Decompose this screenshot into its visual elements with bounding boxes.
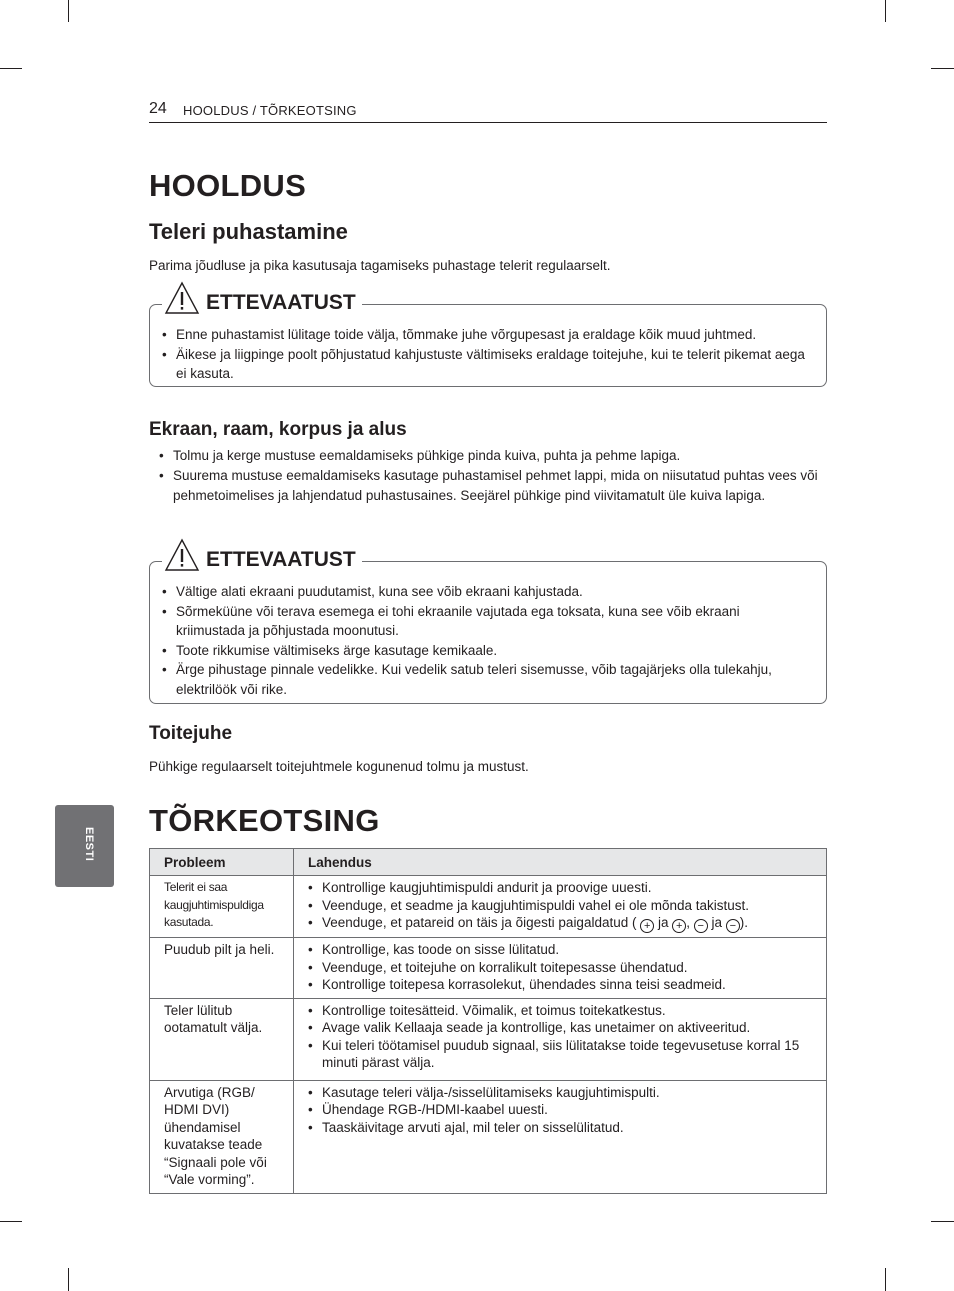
list-item: • Sõrmeküüne või terava esemega ei tohi ekraanile vajutada ega toksata, kuna see võib ekraani kriimustada ja põhjustada moonutusi. (162, 602, 812, 641)
solution-list (308, 1084, 818, 1137)
warning-icon (164, 281, 200, 315)
problem-cell: Telerit ei saa kaugjuhtimispuldiga kasutada. (150, 876, 294, 938)
plus-circle-icon: + (640, 919, 654, 933)
list-item: • Veenduge, et seadme ja kaugjuhtimispuldi vahel ei ole mõnda takistust. (308, 897, 818, 915)
minus-circle-icon: − (694, 919, 708, 933)
list-item (308, 914, 818, 933)
column-header: Probleem (150, 849, 294, 876)
battery-text: ja (707, 915, 726, 930)
list-item: • Ärge pihustage pinnale vedelikke. Kui vedelik satub teleri sisemusse, võib tagajärjeks olla tulekahju, elektrilöök või rike. (162, 660, 812, 699)
crop-mark (885, 1268, 886, 1291)
solution-cell (294, 998, 827, 1080)
warning-icon (164, 538, 200, 572)
page-number: 24 (149, 100, 167, 117)
list-item: • Enne puhastamist lülitage toide välja, tõmmake juhe võrgupesast ja eraldage kõik muud juhtmed. (162, 325, 812, 345)
battery-text: ). (739, 915, 749, 930)
solution-cell (294, 1080, 827, 1193)
crop-mark (68, 1268, 69, 1291)
table-header-row (150, 849, 827, 876)
running-header (149, 100, 827, 123)
solution-cell (294, 876, 827, 938)
solution-list (308, 879, 818, 933)
problem-cell: Arvutiga (RGB/ HDMI DVI) ühendamisel kuvatakse teade “Signaali pole või “Vale vorming”. (150, 1080, 294, 1193)
troubleshooting-title: TÕRKEOTSING (149, 803, 380, 838)
list-item: • Kontrollige toitesätteid. Võimalik, et toimus toitekatkestus. (308, 1002, 818, 1020)
language-tab (55, 805, 114, 887)
screen-care-title: Ekraan, raam, korpus ja alus (149, 419, 407, 440)
battery-text: Veenduge, et patareid on täis ja õigesti paigaldatud ( (322, 915, 641, 930)
cleaning-intro: Parima jõudluse ja pika kasutusaja tagamiseks puhastage telerit regulaarselt. (149, 258, 611, 273)
column-header: Lahendus (294, 849, 827, 876)
problem-cell: Teler lülitub ootamatult välja. (150, 998, 294, 1080)
list-item: • Kontrollige, kas toode on sisse lülitatud. (308, 941, 818, 959)
list-item: • Avage valik Kellaaja seade ja kontrollige, kas unetaimer on aktiveeritud. (308, 1019, 818, 1037)
caution-label: ETTEVAATUST (206, 548, 356, 571)
list-item: • Kui teleri töötamisel puudub signaal, siis lülitatakse toide tegevusetuse korral 15 minuti pärast välja. (308, 1037, 818, 1072)
list-item: • Veenduge, et toitejuhe on korralikult toitepesasse ühendatud. (308, 959, 818, 977)
solution-cell (294, 938, 827, 999)
solution-list (308, 1002, 818, 1072)
list-item: • Ühendage RGB-/HDMI-kaabel uuesti. (308, 1101, 818, 1119)
caution-label: ETTEVAATUST (206, 291, 356, 314)
problem-cell: Puudub pilt ja heli. (150, 938, 294, 999)
crop-mark (0, 1221, 22, 1222)
list-item: • Suurema mustuse eemaldamiseks kasutage puhastamisel pehmet lappi, mida on niisutatud puhtas vees või pehmetoimelises ja lahjendatud puhastusaines. Seejärel pühkige pind viivitamatult üle kuiva lapiga. (159, 466, 819, 506)
list-item: • Toote rikkumise vältimiseks ärge kasutage kemikaale. (162, 641, 812, 661)
caution-header (162, 538, 362, 572)
power-cord-title: Toitejuhe (149, 723, 233, 744)
table-row (150, 998, 827, 1080)
troubleshooting-table (149, 848, 827, 1194)
list-item: • Tolmu ja kerge mustuse eemaldamiseks pühkige pinda kuiva, puhta ja pehme lapiga. (159, 446, 819, 466)
crop-mark (68, 0, 69, 22)
solution-list (308, 941, 818, 994)
power-cord-text: Pühkige regulaarselt toitejuhtmele kogunenud tolmu ja mustust. (149, 759, 529, 774)
caution-box (149, 291, 827, 387)
maintenance-title: HOOLDUS (149, 168, 307, 203)
caution-list (162, 582, 812, 700)
crop-mark (0, 68, 22, 69)
table-row (150, 876, 827, 938)
crop-mark (931, 68, 954, 69)
plus-circle-icon: + (672, 919, 686, 933)
caution-list (162, 325, 812, 384)
battery-text: ja (654, 915, 673, 930)
caution-box (149, 548, 827, 704)
list-item: • Kontrollige kaugjuhtimispuldi andurit ja proovige uuesti. (308, 879, 818, 897)
list-item: • Vältige alati ekraani puudutamist, kuna see võib ekraani kahjustada. (162, 582, 812, 602)
list-item: • Äikese ja liigpinge poolt põhjustatud kahjustuste vältimiseks eraldage toitejuhe, kui te telerit pikemat aega ei kasuta. (162, 345, 812, 384)
battery-text: , (686, 915, 694, 930)
cleaning-title: Teleri puhastamine (149, 219, 348, 244)
table-row (150, 938, 827, 999)
minus-circle-icon: − (726, 919, 740, 933)
language-tab-label: EESTI (83, 827, 95, 862)
list-item: • Kontrollige toitepesa korrasolekut, ühendades sinna teisi seadmeid. (308, 976, 818, 994)
caution-header (162, 281, 362, 315)
table-row (150, 1080, 827, 1193)
section-title: HOOLDUS / TÕRKEOTSING (183, 103, 357, 118)
screen-care-list (159, 446, 819, 506)
list-item: • Taaskäivitage arvuti ajal, mil teler on sisselülitatud. (308, 1119, 818, 1137)
crop-mark (931, 1221, 954, 1222)
crop-mark (885, 0, 886, 22)
list-item: • Kasutage teleri välja-/sisselülitamiseks kaugjuhtimispulti. (308, 1084, 818, 1102)
